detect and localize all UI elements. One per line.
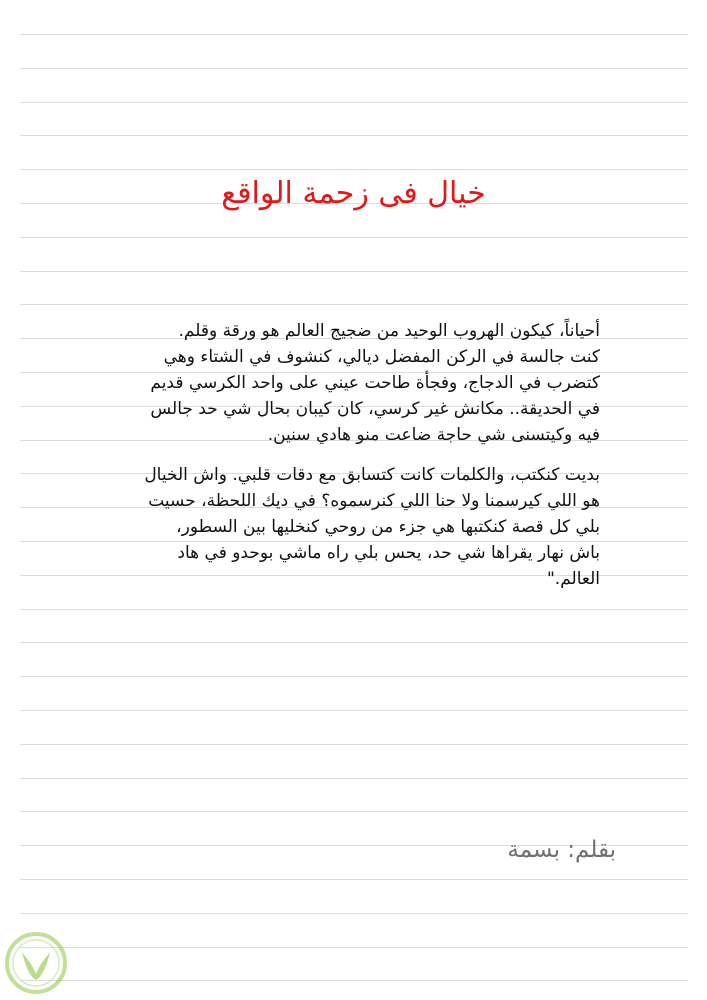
ruled-line — [20, 642, 688, 643]
ruled-line — [20, 710, 688, 711]
ruled-line — [20, 947, 688, 948]
leaf-badge-icon — [2, 930, 70, 996]
ruled-line — [20, 778, 688, 779]
ruled-line — [20, 135, 688, 136]
ruled-line — [20, 34, 688, 35]
ruled-line — [20, 609, 688, 610]
ruled-line — [20, 102, 688, 103]
paragraph-line: بلي كل قصة كنكتبها هي جزء من روحي كنخليها بين السطور، — [176, 517, 600, 537]
ruled-line — [20, 744, 688, 745]
ruled-line — [20, 304, 688, 305]
paragraph-line: أحياناً، كيكون الهروب الوحيد من ضجيج العالم هو ورقة وقلم. — [178, 321, 600, 341]
ruled-line — [20, 271, 688, 272]
ruled-line — [20, 676, 688, 677]
paragraph-line: العالم." — [546, 569, 600, 589]
paragraph-line: كنت جالسة في الركن المفضل ديالي، كنشوف في الشتاء وهي — [163, 347, 600, 367]
ruled-line — [20, 980, 688, 981]
paragraph-1 — [108, 318, 600, 448]
paragraph-line: هو اللي كيرسمنا ولا حنا اللي كنرسموه؟ في ديك اللحظة، حسيت — [148, 491, 600, 511]
paragraph-line: في الحديقة.. مكانش غير كرسي، كان كيبان بحال شي حد جالس — [150, 399, 600, 419]
document-title: خيال فى زحمة الواقع — [221, 176, 486, 211]
ruled-line — [20, 237, 688, 238]
ruled-line — [20, 169, 688, 170]
paragraph-2 — [108, 462, 600, 592]
author-signature: بقلم: بسمة — [507, 837, 616, 863]
paragraph-line: كتضرب في الدجاج، وفجأة طاحت عيني على واحد الكرسي قديم — [150, 373, 600, 393]
paragraph-line: فيه وكيتسنى شي حاجة ضاعت منو هادي سنين. — [267, 425, 600, 445]
ruled-line — [20, 68, 688, 69]
ruled-line — [20, 879, 688, 880]
paragraph-line: باش نهار يقراها شي حد، يحس بلي راه ماشي بوحدو في هاد — [177, 543, 600, 563]
paragraph-line: بديت كنكتب، والكلمات كانت كتسابق مع دقات قلبي. واش الخيال — [144, 465, 600, 485]
ruled-line — [20, 913, 688, 914]
ruled-line — [20, 811, 688, 812]
